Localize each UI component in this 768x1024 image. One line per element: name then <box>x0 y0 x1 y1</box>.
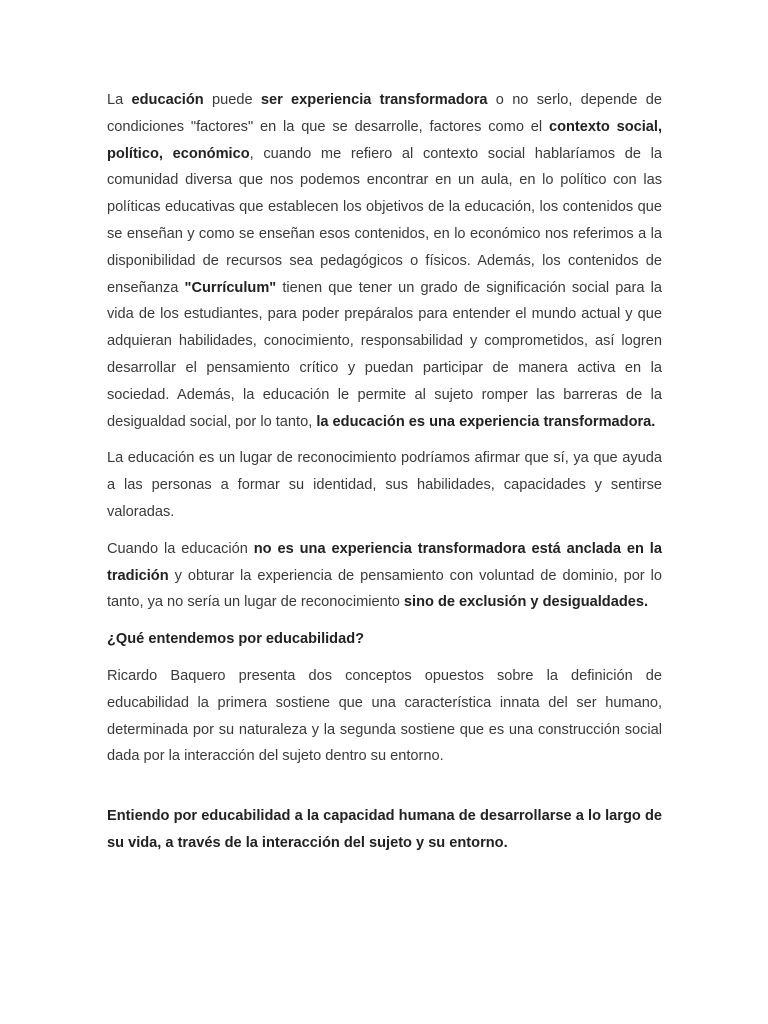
bold-text-segment: no es una experiencia transformadora está anclada en la tradición <box>107 540 662 584</box>
bold-text-segment: educación <box>131 92 204 108</box>
bold-text-segment: Entiendo por educabilidad a la capacidad humana de desarrollarse a lo largo de su vida, a través de la interacción del sujeto y su entorno. <box>107 808 662 851</box>
paragraph-educacion-transformadora <box>107 87 662 435</box>
bold-text-segment: contexto social, político, económico <box>107 118 663 162</box>
document-page <box>107 87 662 857</box>
paragraph-lugar-reconocimiento <box>107 445 662 525</box>
bold-text-segment: sino de exclusión y desigualdades. <box>403 594 649 611</box>
text-segment: o no serlo, depende de condiciones "factores" en la que se desarrolle, factores como el <box>107 92 662 135</box>
text-segment: , cuando me refiero al contexto social hablaríamos de la comunidad diversa que nos podemos encontrar en un aula, en lo político con las políticas educativas que establecen los objetivos de la educación, los contenidos que se enseñan y como se enseñan esos contenidos, en lo económico nos referimos a la disponibilidad de recursos sea pedagógicos o físicos. Además, los contenidos de enseñanza <box>107 145 662 296</box>
bold-text-segment: la educación es una experiencia transformadora. <box>316 413 656 430</box>
paragraph-definicion-educabilidad <box>107 803 662 857</box>
text-segment: La <box>107 92 132 108</box>
text-segment: y obturar la experiencia de pensamiento con voluntad de dominio, por lo tanto, ya no sería un lugar de reconocimiento <box>107 567 662 611</box>
text-segment: La educación es un lugar de reconocimiento podríamos afirmar que sí, ya que ayuda a las personas a formar su identidad, sus habilidades, capacidades y sentirse valoradas. <box>107 450 662 520</box>
text-segment: Cuando la educación <box>107 540 254 557</box>
text-segment: Ricardo Baquero presenta dos conceptos opuestos sobre la definición de educabilidad la primera sostiene que una característica innata del ser humano, determinada por su naturaleza y la segunda sostiene que es una construcción social dada por la interacción del sujeto dentro su entorno. <box>107 667 662 765</box>
text-segment: tienen que tener un grado de significación social para la vida de los estudiantes, para poder prepáralos para entender el mundo actual y que adquieran habilidades, conocimiento, responsabilidad y comprometidos, así logren desarrollar el pensamiento crítico y puedan participar de manera activa en la sociedad. Además, la educación le permite al sujeto romper las barreras de la desigualdad social, por lo tanto, <box>107 279 662 430</box>
paragraph-ricardo-baquero <box>107 663 662 770</box>
text-segment: puede <box>203 92 261 108</box>
paragraph-no-transformadora <box>107 536 662 616</box>
bold-text-segment: "Currículum" <box>184 279 277 296</box>
section-heading-educabilidad <box>107 626 662 653</box>
bold-text-segment: ¿Qué entendemos por educabilidad? <box>107 631 365 648</box>
bold-text-segment: ser experiencia transformadora <box>260 92 488 108</box>
